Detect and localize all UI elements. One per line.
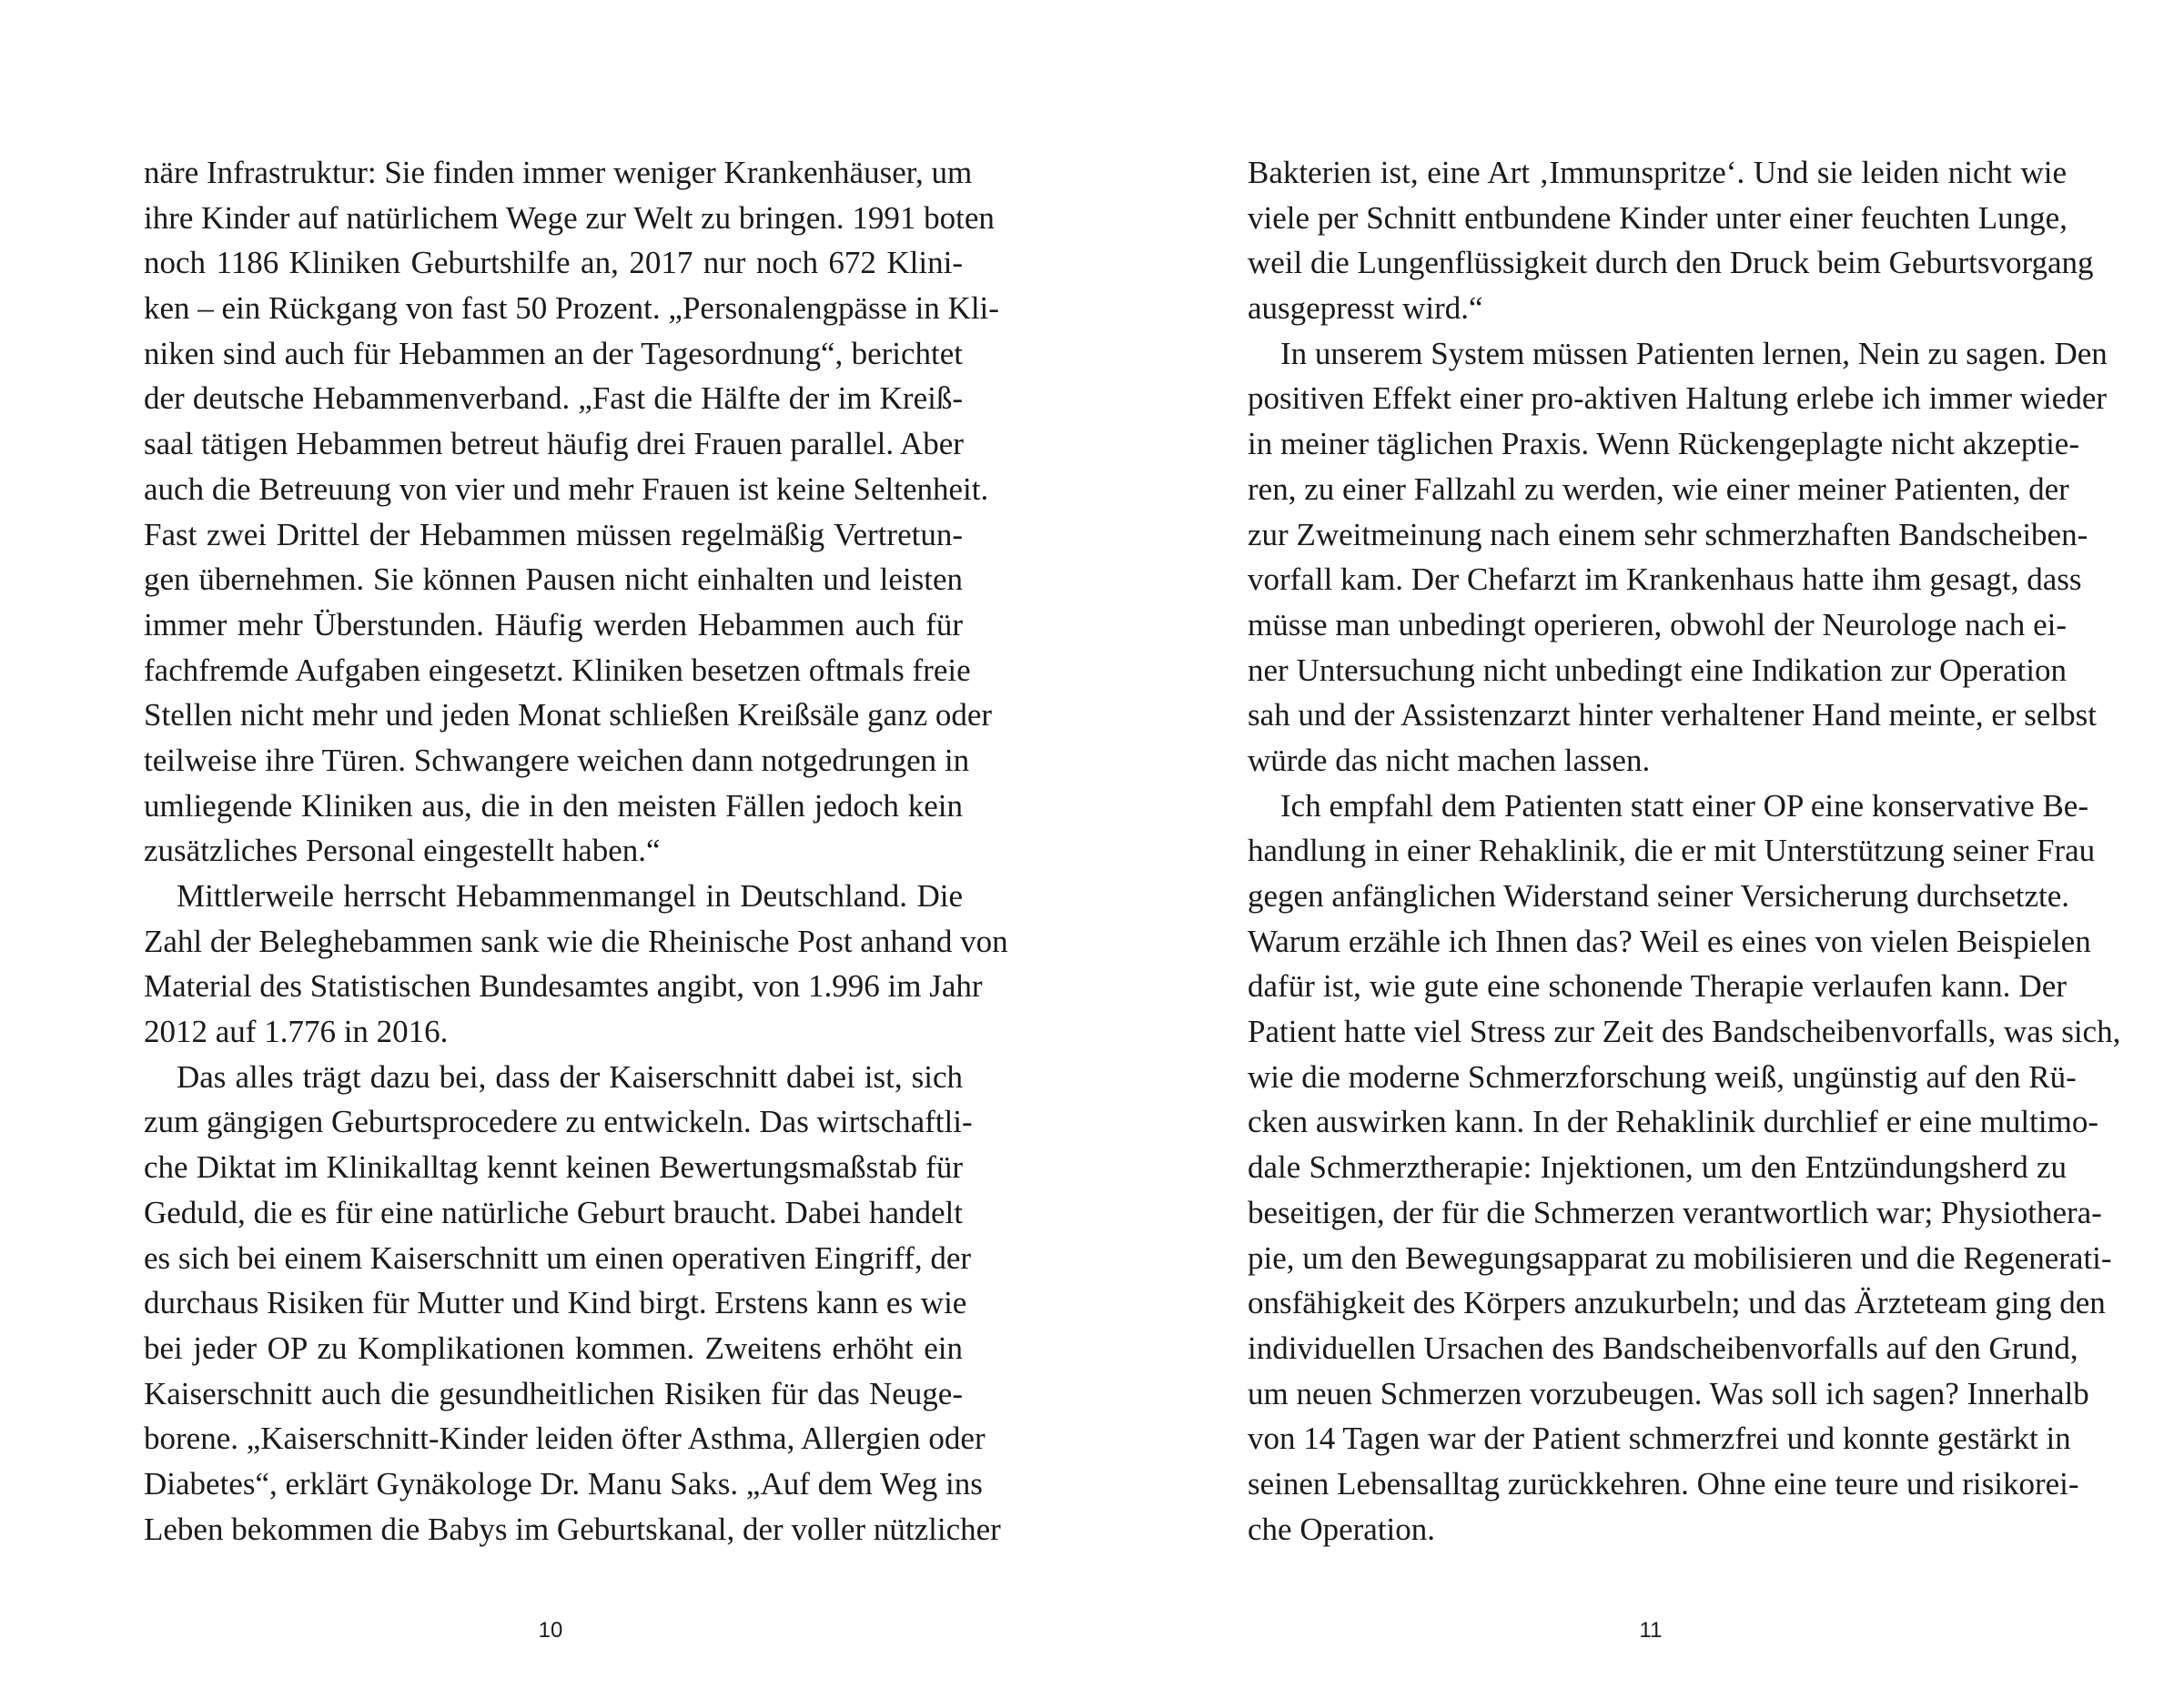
text-line: der deutsche Hebammenverband. „Fast die Hälfte der im Kreiß- xyxy=(144,380,963,417)
text-line: ner Untersuchung nicht unbedingt eine Indikation zur Operation xyxy=(1248,652,2067,688)
text-line: che Operation. xyxy=(1248,1511,1436,1547)
text-line: noch 1186 Kliniken Geburtshilfe an, 2017 nur noch 672 Klini- xyxy=(144,245,963,281)
text-line: beseitigen, der für die Schmerzen verantwortlich war; Physiothera- xyxy=(1248,1194,2102,1230)
text-line: Leben bekommen die Babys im Geburtskanal, der voller nützlicher xyxy=(144,1511,1001,1547)
text-line: Patient hatte viel Stress zur Zeit des Bandscheibenvorfalls, was sich, xyxy=(1248,1014,2121,1050)
text-line: näre Infrastruktur: Sie finden immer weniger Krankenhäuser, um xyxy=(144,155,973,190)
right-page-number: 11 xyxy=(1639,1618,1663,1643)
text-line: ihre Kinder auf natürlichem Wege zur Welt zu bringen. 1991 boten xyxy=(144,199,995,236)
text-line: In unserem System müssen Patienten lernen, Nein zu sagen. Den xyxy=(1280,335,2108,371)
text-line: würde das nicht machen lassen. xyxy=(1248,742,1651,778)
text-line: Geduld, die es für eine natürliche Geburt braucht. Dabei handelt xyxy=(144,1194,963,1230)
text-line: gen übernehmen. Sie können Pausen nicht einhalten und leisten xyxy=(144,561,963,598)
text-line: Warum erzähle ich Ihnen das? Weil es eines von vielen Beispielen xyxy=(1248,923,2091,959)
text-line: Kaiserschnitt auch die gesundheitlichen Risiken für das Neuge- xyxy=(144,1375,963,1411)
text-line: in meiner täglichen Praxis. Wenn Rückengeplagte nicht akzeptie- xyxy=(1248,426,2079,462)
text-line: viele per Schnitt entbundene Kinder unter einer feuchten Lunge, xyxy=(1248,199,2068,236)
text-line: che Diktat im Klinikalltag kennt keinen Bewertungsmaßstab für xyxy=(144,1149,963,1186)
text-line: niken sind auch für Hebammen an der Tagesordnung“, berichtet xyxy=(144,335,963,371)
text-line: durchaus Risiken für Mutter und Kind birgt. Erstens kann es wie xyxy=(144,1285,967,1321)
text-line: fachfremde Aufgaben eingesetzt. Kliniken besetzen oftmals freie xyxy=(144,652,971,688)
text-line: zusätzliches Personal eingestellt haben.“ xyxy=(144,833,661,869)
text-line: seinen Lebensalltag zurückkehren. Ohne eine teure und risikorei- xyxy=(1248,1465,2079,1502)
text-line: Ich empfahl dem Patienten statt einer OP eine konservative Be- xyxy=(1280,787,2088,824)
text-line: Zahl der Beleghebammen sank wie die Rheinische Post anhand von xyxy=(144,923,1008,959)
text-line: zum gängigen Geburtsprocedere zu entwickeln. Das wirtschaftli- xyxy=(144,1104,973,1140)
text-line: teilweise ihre Türen. Schwangere weichen dann notgedrungen in xyxy=(144,742,970,778)
text-line: zur Zweitmeinung nach einem sehr schmerzhaften Bandscheiben- xyxy=(1248,516,2088,552)
text-line: pie, um den Bewegungsapparat zu mobilisieren und die Regenerati- xyxy=(1248,1239,2112,1276)
text-line: um neuen Schmerzen vorzubeugen. Was soll ich sagen? Innerhalb xyxy=(1248,1375,2089,1411)
text-line: auch die Betreuung von vier und mehr Frauen ist keine Seltenheit. xyxy=(144,470,989,507)
left-page-text xyxy=(144,150,1008,1552)
text-line: bei jeder OP zu Komplikationen kommen. Zweitens erhöht ein xyxy=(144,1330,963,1366)
right-page xyxy=(1092,0,2184,1699)
text-line: Mittlerweile herrscht Hebammenmangel in Deutschland. Die xyxy=(177,878,963,914)
text-line: Das alles trägt dazu bei, dass der Kaiserschnitt dabei ist, sich xyxy=(177,1058,963,1095)
text-line: vorfall kam. Der Chefarzt im Krankenhaus hatte ihm gesagt, dass xyxy=(1248,561,2082,598)
text-line: dale Schmerztherapie: Injektionen, um den Entzündungsherd zu xyxy=(1248,1149,2067,1186)
text-line: von 14 Tagen war der Patient schmerzfrei und konnte gestärkt in xyxy=(1248,1421,2071,1457)
text-line: sah und der Assistenzarzt hinter verhaltener Hand meinte, er selbst xyxy=(1248,697,2098,733)
text-line: Stellen nicht mehr und jeden Monat schließen Kreißsäle ganz oder xyxy=(144,697,993,733)
text-line: borene. „Kaiserschnitt-Kinder leiden öfter Asthma, Allergien oder xyxy=(144,1421,986,1457)
text-line: gegen anfänglichen Widerstand seiner Versicherung durchsetzte. xyxy=(1248,878,2070,914)
text-line: Fast zwei Drittel der Hebammen müssen regelmäßig Vertretun- xyxy=(144,516,963,552)
left-page-number: 10 xyxy=(538,1618,563,1643)
text-line: ren, zu einer Fallzahl zu werden, wie einer meiner Patienten, der xyxy=(1248,470,2069,507)
text-line: Material des Statistischen Bundesamtes angibt, von 1.996 im Jahr xyxy=(144,968,983,1005)
text-line: müsse man unbedingt operieren, obwohl der Neurologe nach ei- xyxy=(1248,606,2067,642)
text-line: handlung in einer Rehaklinik, die er mit Unterstützung seiner Frau xyxy=(1248,833,2096,869)
text-line: 2012 auf 1.776 in 2016. xyxy=(144,1014,449,1050)
text-line: wie die moderne Schmerzforschung weiß, ungünstig auf den Rü- xyxy=(1248,1058,2077,1095)
text-line: ausgepresst wird.“ xyxy=(1248,290,1483,327)
text-line: ken – ein Rückgang von fast 50 Prozent. „Personalengpässe in Kli- xyxy=(144,290,999,327)
text-line: dafür ist, wie gute eine schonende Therapie verlaufen kann. Der xyxy=(1248,968,2067,1005)
text-line: cken auswirken kann. In der Rehaklinik durchlief er eine multimo- xyxy=(1248,1104,2098,1140)
right-page-text xyxy=(1248,150,2121,1552)
text-line: es sich bei einem Kaiserschnitt um einen operativen Eingriff, der xyxy=(144,1239,972,1276)
text-line: umliegende Kliniken aus, die in den meisten Fällen jedoch kein xyxy=(144,787,963,824)
text-line: individuellen Ursachen des Bandscheibenvorfalls auf den Grund, xyxy=(1248,1330,2078,1366)
text-line: weil die Lungenflüssigkeit durch den Druck beim Geburtsvorgang xyxy=(1248,245,2094,281)
text-line: onsfähigkeit des Körpers anzukurbeln; und das Ärzteteam ging den xyxy=(1248,1285,2106,1321)
text-line: immer mehr Überstunden. Häufig werden Hebammen auch für xyxy=(144,606,963,642)
text-line: positiven Effekt einer pro-aktiven Haltung erlebe ich immer wieder xyxy=(1248,380,2108,417)
text-line: Bakterien ist, eine Art ‚Immunspritze‘. Und sie leiden nicht wie xyxy=(1248,155,2067,190)
text-line: Diabetes“, erklärt Gynäkologe Dr. Manu Saks. „Auf dem Weg ins xyxy=(144,1465,983,1502)
text-line: saal tätigen Hebammen betreut häufig drei Frauen parallel. Aber xyxy=(144,426,964,462)
